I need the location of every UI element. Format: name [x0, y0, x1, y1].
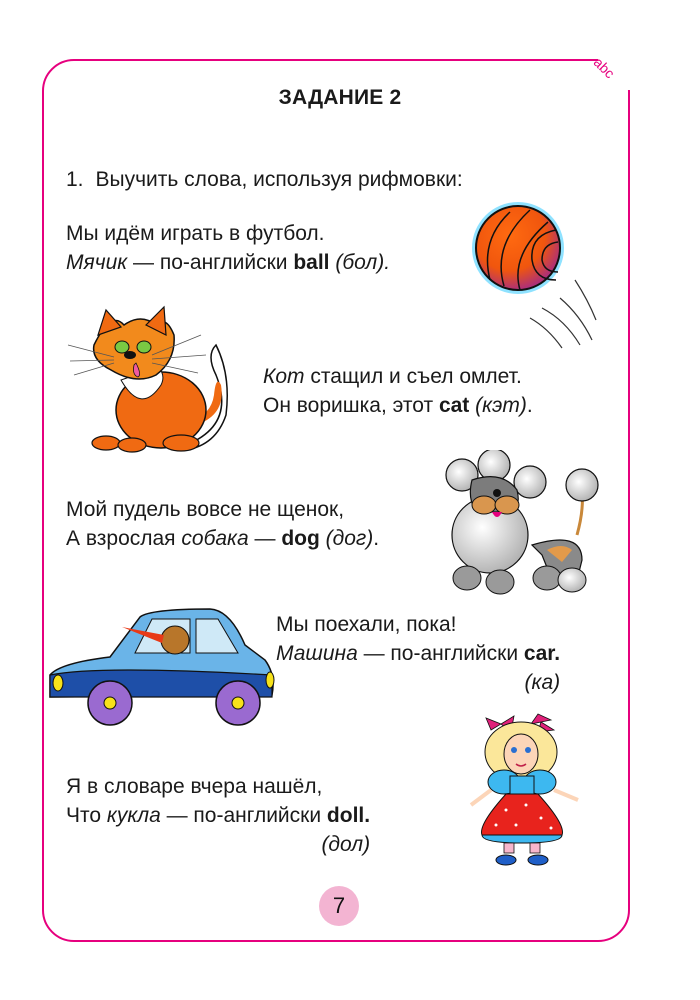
verse-line: Мой пудель вовсе не щенок, — [66, 498, 345, 521]
verse-line — [66, 524, 379, 553]
russian-word: собака — [181, 527, 249, 550]
transcription: (ка) — [524, 671, 561, 694]
verse-text: А взрослая — [66, 527, 182, 550]
verse-line: Я в словаре вчера нашёл, — [66, 775, 323, 798]
transcription: (бол) — [329, 251, 385, 274]
doll-illustration — [466, 710, 586, 870]
punctuation: . — [373, 527, 380, 550]
page-number-badge: 7 — [319, 886, 359, 926]
english-word: cat — [438, 394, 470, 417]
english-word: ball — [293, 251, 330, 274]
task-instruction — [66, 168, 463, 192]
verse-dog — [66, 495, 379, 553]
english-word: car. — [523, 642, 561, 665]
verse-text: Что — [66, 804, 107, 827]
corner-tag: abc — [590, 54, 618, 82]
verse-car — [276, 610, 560, 697]
car-illustration — [40, 605, 280, 727]
punctuation: . — [384, 251, 391, 274]
verse-text: Он воришка, этот — [263, 394, 439, 417]
cat-illustration — [66, 305, 241, 455]
russian-word: Машина — [276, 642, 358, 665]
verse-line: Мы идём играть в футбол. — [66, 222, 325, 245]
page-title: ЗАДАНИЕ 2 — [278, 86, 402, 109]
punctuation: . — [526, 394, 533, 417]
poodle-illustration — [432, 450, 602, 598]
russian-word: Мячик — [66, 251, 128, 274]
english-word: doll. — [326, 804, 371, 827]
transcription: (дог) — [319, 527, 374, 550]
verse-line: Мы поехали, пока! — [276, 613, 457, 636]
verse-text: — по-английски — [127, 251, 294, 274]
verse-text: стащил и съел омлет. — [304, 365, 522, 388]
task-number: 1. — [66, 168, 84, 191]
verse-line — [263, 362, 533, 391]
verse-ball — [66, 219, 390, 277]
verse-text: — — [248, 527, 282, 550]
ball-illustration — [470, 200, 600, 350]
verse-doll — [66, 772, 370, 859]
russian-word: Кот — [263, 365, 305, 388]
verse-line — [276, 639, 560, 668]
verse-line — [263, 391, 533, 420]
verse-text: — по-английски — [160, 804, 327, 827]
verse-line — [66, 248, 390, 277]
english-word: dog — [281, 527, 320, 550]
verse-text: — по-английски — [357, 642, 524, 665]
task-text: Выучить слова, используя рифмовки: — [95, 168, 463, 191]
transcription: (кэт) — [469, 394, 527, 417]
transcription: (дол) — [321, 833, 371, 856]
verse-cat — [263, 362, 533, 420]
verse-line — [66, 801, 370, 830]
russian-word: кукла — [106, 804, 161, 827]
